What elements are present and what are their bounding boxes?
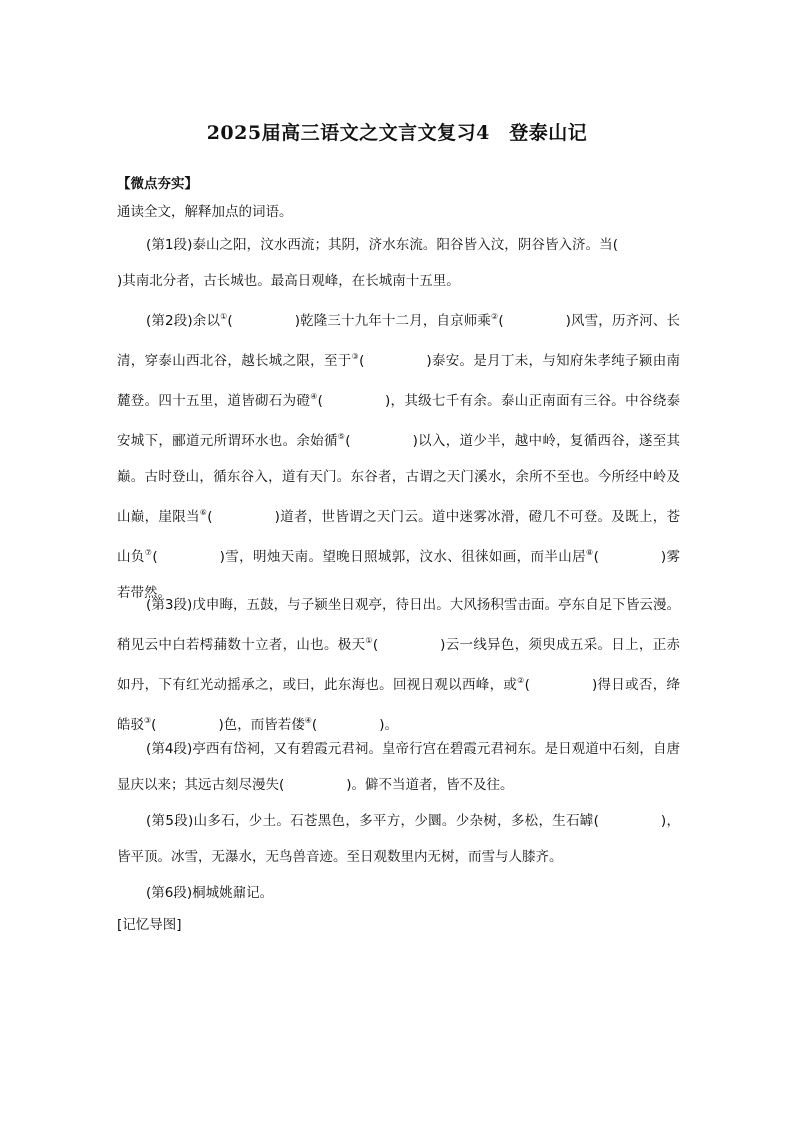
note-marker: ⑤ xyxy=(337,432,346,441)
p2-text: ( xyxy=(317,393,323,409)
note-marker: ⑥ xyxy=(199,508,208,517)
p2-text: )雾若带然。 xyxy=(117,549,681,601)
paragraph-3 xyxy=(117,587,680,743)
p2-text: (第2段)余以 xyxy=(146,313,221,329)
p2-text: ( xyxy=(152,549,158,565)
p2-text: ( xyxy=(207,509,213,525)
paragraph-5 xyxy=(117,803,680,875)
note-marker: ① xyxy=(220,312,228,321)
note-marker: ⑧ xyxy=(586,548,594,557)
paragraph-2 xyxy=(117,299,680,611)
p1-text-b: )其南北分者，古长城也。最高日观峰，在长城南十五里。 xyxy=(117,273,460,289)
note-marker: ③ xyxy=(144,716,152,725)
p2-text: )乾隆三十九年十二月，自京师乘 xyxy=(294,313,492,329)
p2-text: )道者，世皆谓之天门云。道中迷雾冰滑，磴几不可登。及既上，苍山负 xyxy=(117,509,681,565)
p1-text-a: (第1段)泰山之阳，汶水西流；其阴，济水东流。阳谷皆入汶，阴谷皆入济。当( xyxy=(146,237,618,253)
p4-text: (第4段)亭西有岱祠，又有碧霞元君祠。皇帝行宫在碧霞元君祠东。是日观道中石刻，自唐显庆以来；其远古刻尽漫失( xyxy=(117,741,680,793)
p2-text: ( xyxy=(345,433,351,449)
paragraph-4 xyxy=(117,731,680,803)
note-marker: ④ xyxy=(304,716,312,725)
p2-text: )以入，道少半，越中岭，复循西谷，遂至其巅。古时登山，循东谷入，道有天门。东谷者，古谓之天门溪水，余所不至也。今所经中岭及山巅，崖限当 xyxy=(117,433,681,525)
p3-text: )云一线异色，须臾成五采。日上，正赤如丹，下有红光动摇承之，或曰，此东海也。回视日观以西峰，或 xyxy=(117,637,681,693)
p5-text: (第5段)山多石，少土。石苍黑色，多平方，少圜。少杂树，多松，生石罅( xyxy=(146,813,599,829)
paragraph-6: (第6段)桐城姚鼐记。 xyxy=(146,885,274,901)
note-marker: ② xyxy=(517,676,525,685)
p3-text: )色，而皆若偻 xyxy=(218,717,305,733)
memory-map-label: [记忆导图] xyxy=(117,917,182,933)
p3-text: )。 xyxy=(379,717,398,733)
p5-text: )，皆平顶。冰雪，无瀑水，无鸟兽音迹。至日观数里内无树，而雪与人膝齐。 xyxy=(117,813,680,865)
note-marker: ④ xyxy=(310,392,318,401)
note-marker: ③ xyxy=(351,352,360,361)
p3-text: ( xyxy=(524,677,530,693)
paragraph-1 xyxy=(117,227,680,299)
p2-text: ( xyxy=(498,313,504,329)
p3-text: ( xyxy=(372,637,379,653)
section-label: 【微点夯实】 xyxy=(117,176,198,192)
p4-text: )。僻不当道者，皆不及往。 xyxy=(346,777,514,793)
note-marker: ① xyxy=(365,636,373,645)
note-marker: ⑦ xyxy=(144,548,153,557)
p2-text: ( xyxy=(359,353,365,369)
p2-text: )，其级七千有余。泰山正南面有三谷。中谷绕泰安城下，郦道元所谓环水也。余始循 xyxy=(117,393,680,449)
p2-text: ( xyxy=(593,549,599,565)
p2-text: )风雪，历齐河、长清，穿泰山西北谷，越长城之限，至于 xyxy=(117,313,680,369)
page-title: 2025届高三语文之文言文复习4 登泰山记 xyxy=(206,122,588,144)
p2-text: )雪，明烛天南。望晚日照城郭，汶水、徂徕如画，而半山居 xyxy=(219,549,587,565)
p3-text: ( xyxy=(151,717,157,733)
p3-text: (第3段)戊申晦，五鼓，与子颍坐日观亭，待日出。大风扬积雪击面。亭东自足下皆云漫。稍见云中白若樗蒱数十立者，山也。极天 xyxy=(117,597,680,653)
note-marker: ② xyxy=(491,312,499,321)
instruction-text: 通读全文，解释加点的词语。 xyxy=(117,204,293,220)
p2-text: )泰安。是月丁未，与知府朱孝纯子颍由南麓登。四十五里，道皆砌石为磴 xyxy=(117,353,681,409)
p3-text: )得日或否，绛皓驳 xyxy=(117,677,680,733)
p3-text: ( xyxy=(311,717,318,733)
p2-text: ( xyxy=(227,313,233,329)
